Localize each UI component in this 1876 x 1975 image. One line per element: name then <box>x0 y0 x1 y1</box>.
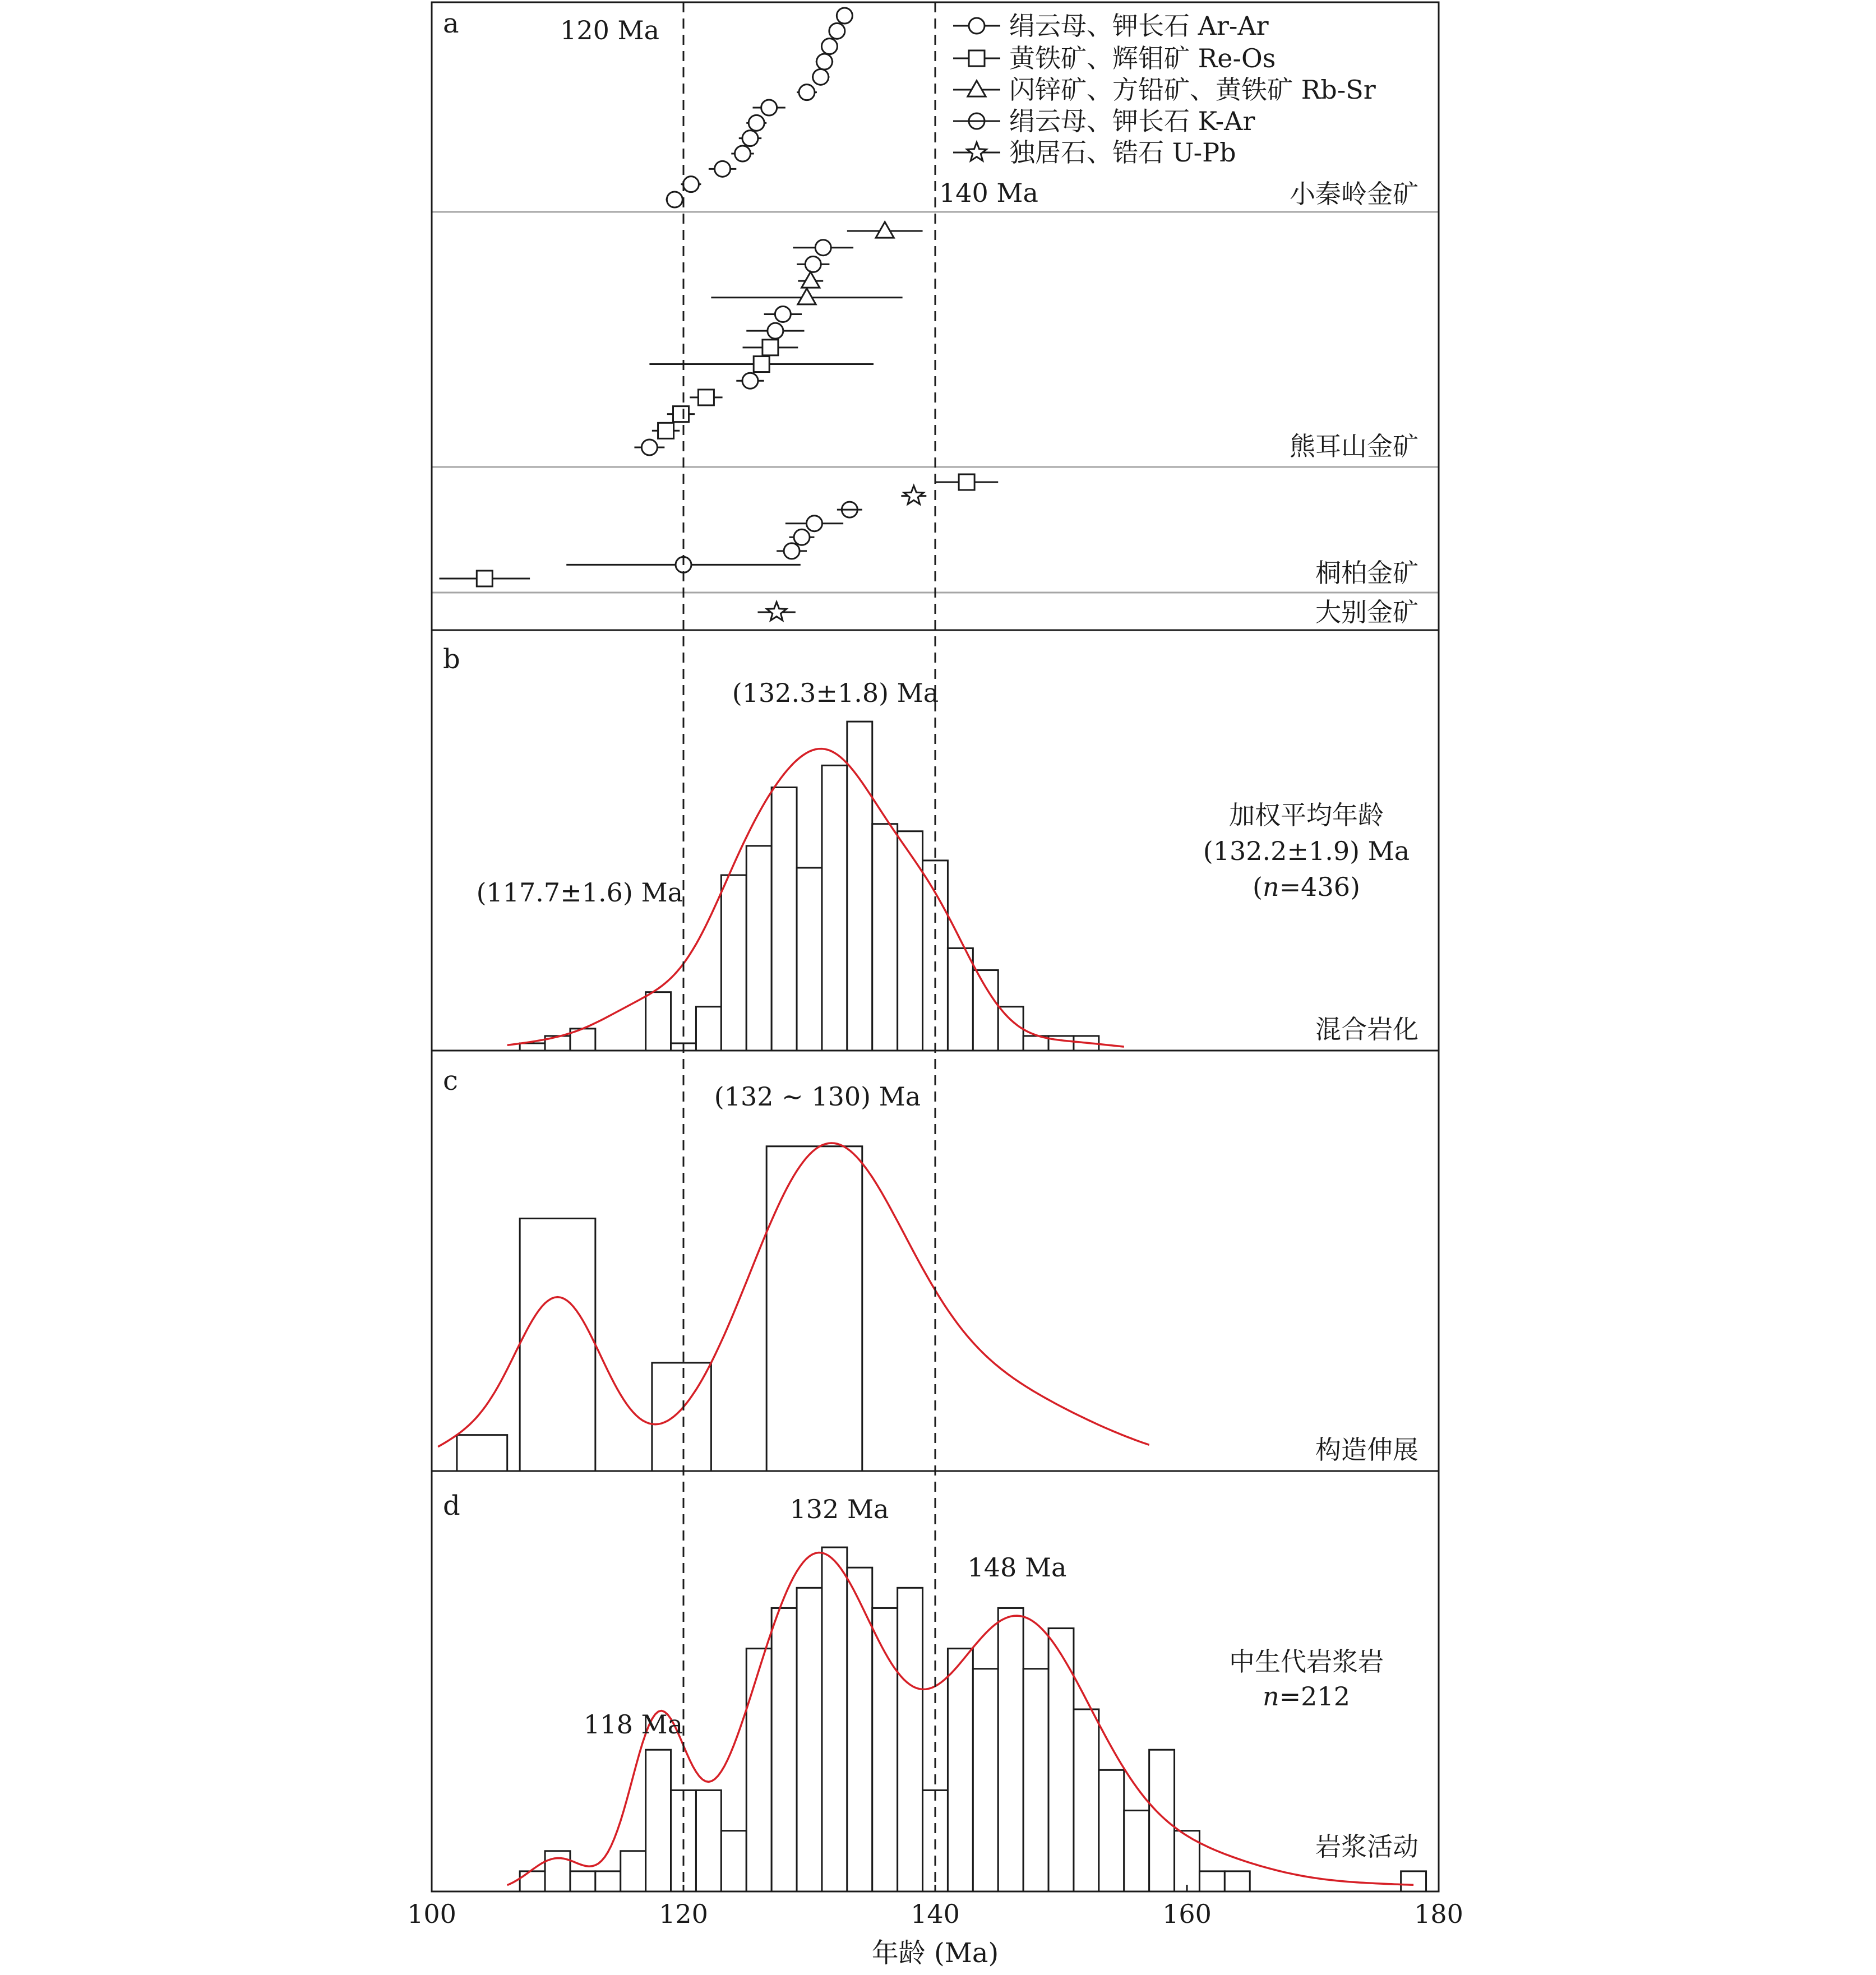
panel-c-category: 构造伸展 <box>1315 1435 1418 1465</box>
panel-d-bar-11 <box>797 1588 822 1891</box>
legend-marker-2 <box>968 81 986 96</box>
panel-b-bar-8 <box>721 875 746 1051</box>
panel-c-label: c <box>443 1065 458 1097</box>
x-tick-label-100: 100 <box>407 1899 456 1929</box>
data-point-0-8-marker <box>742 131 758 146</box>
panel-d-n-symbol: n <box>1263 1681 1279 1712</box>
data-point-2-3-marker <box>806 516 822 531</box>
panel-b-bar-11 <box>797 868 822 1051</box>
legend <box>953 11 1376 168</box>
x-tick-label-180: 180 <box>1414 1899 1463 1929</box>
data-point-1-9-marker <box>742 373 758 388</box>
panel-d-bar-28 <box>1225 1871 1250 1891</box>
legend-label-k-ar: 绢云母、钾长石 K-Ar <box>1009 106 1255 136</box>
group-label-dabie: 大别金矿 <box>1315 597 1418 627</box>
data-point-2-1-marker <box>904 485 924 504</box>
data-point-0-3-marker <box>816 54 832 70</box>
data-point-1-3-marker <box>802 272 820 288</box>
panel-d-category: 岩浆活动 <box>1315 1831 1418 1862</box>
panel-d-sample-count <box>1263 1681 1350 1712</box>
panel-d-bar-15 <box>898 1588 923 1891</box>
reference-label-140: 140 Ma <box>939 178 1038 208</box>
panel-b-bar-5 <box>646 992 671 1051</box>
panel-d-bar-25 <box>1149 1750 1175 1891</box>
group-label-xiaoqinling: 小秦岭金矿 <box>1290 179 1418 209</box>
data-point-0-0-marker <box>837 8 852 24</box>
panel-d-bar-13 <box>847 1567 872 1891</box>
panel-b-bar-10 <box>771 788 797 1051</box>
panel-a-label: a <box>443 8 459 39</box>
panel-d-bar-9 <box>746 1649 771 1891</box>
panel-d-bar-10 <box>771 1608 797 1891</box>
data-point-0-6-marker <box>761 100 777 115</box>
panel-d-bar-17 <box>948 1649 973 1891</box>
data-point-0-4-marker <box>813 69 829 85</box>
legend-label-re-os: 黄铁矿、辉钼矿 Re-Os <box>1009 43 1276 73</box>
panel-d-bar-19 <box>998 1608 1023 1891</box>
data-point-0-5-marker <box>799 85 815 100</box>
panel-b-bar-13 <box>847 721 872 1051</box>
panel-b-bar-0 <box>520 1043 545 1051</box>
panel-d-annotation-title: 中生代岩浆岩 <box>1229 1646 1384 1677</box>
data-point-1-7-marker <box>763 340 778 355</box>
legend-marker-0 <box>969 18 985 34</box>
panel-b-bar-9 <box>746 846 771 1051</box>
data-point-3-0-marker <box>767 602 787 621</box>
panel-b-peak-label-main: (132.3±1.8) Ma <box>732 678 939 708</box>
panel-d-n-value: =212 <box>1279 1681 1350 1712</box>
x-tick-label-160: 160 <box>1162 1899 1212 1929</box>
data-point-1-0-marker <box>876 222 894 238</box>
reference-label-120: 120 Ma <box>560 15 659 45</box>
data-point-0-7-marker <box>748 115 764 131</box>
panel-d-bar-8 <box>721 1831 746 1891</box>
panel-d-bar-24 <box>1124 1811 1149 1891</box>
legend-label-rb-sr: 闪锌矿、方铅矿、黄铁矿 Rb-Sr <box>1009 75 1376 105</box>
data-point-1-5-marker <box>775 306 791 322</box>
panel-d-bar-1 <box>545 1851 570 1891</box>
panel-d-bar-2 <box>570 1871 595 1891</box>
data-point-0-2-marker <box>821 39 837 54</box>
panel-d-bar-5 <box>646 1750 671 1891</box>
panel-d-bar-12 <box>822 1547 847 1891</box>
panel-d-peak-label-118: 118 Ma <box>584 1709 683 1740</box>
panel-d-bar-20 <box>1023 1669 1048 1891</box>
panel-b-bar-17 <box>948 948 973 1051</box>
panel-c-bar-3 <box>766 1146 862 1471</box>
panel-d-peak-label-132: 132 Ma <box>789 1494 889 1524</box>
panel-b-n-symbol: n <box>1263 872 1279 902</box>
data-point-2-0-marker <box>959 474 974 490</box>
panel-d-bar-3 <box>595 1871 621 1891</box>
legend-marker-4 <box>967 142 987 161</box>
panel-b-bar-15 <box>898 831 923 1051</box>
panel-b-label: b <box>443 644 460 675</box>
data-point-1-12-marker <box>658 423 674 438</box>
panel-d-bar-23 <box>1099 1770 1124 1891</box>
panel-b-annotation-title: 加权平均年龄 <box>1229 800 1384 830</box>
data-point-1-1-marker <box>815 240 831 256</box>
panel-b-bar-18 <box>973 970 998 1051</box>
data-point-2-4-marker <box>794 529 810 545</box>
data-point-0-10-marker <box>715 161 731 177</box>
panel-d-bar-4 <box>621 1851 646 1891</box>
x-tick-label-140: 140 <box>911 1899 960 1929</box>
data-point-0-1-marker <box>829 23 845 39</box>
data-point-0-11-marker <box>683 177 699 192</box>
data-point-1-6-marker <box>768 323 783 339</box>
panel-b-bar-12 <box>822 765 847 1051</box>
data-point-1-10-marker <box>698 390 714 405</box>
panel-d-bar-0 <box>520 1871 545 1891</box>
data-point-1-2-marker <box>805 256 821 272</box>
data-point-0-9-marker <box>735 146 751 161</box>
legend-label-ar-ar: 绢云母、钾长石 Ar-Ar <box>1009 11 1269 41</box>
data-point-1-13-marker <box>641 440 657 455</box>
data-point-0-12-marker <box>667 192 682 207</box>
panel-b-sample-count: (n=436) <box>1253 872 1360 902</box>
data-point-1-11-marker <box>673 406 689 422</box>
panel-b-n-value: =436 <box>1279 872 1350 902</box>
x-axis-label: 年龄 (Ma) <box>871 1937 999 1969</box>
panel-b-bar-14 <box>872 824 898 1051</box>
panel-d-label: d <box>443 1490 460 1521</box>
panel-d-bar-18 <box>973 1669 998 1891</box>
data-point-1-4-marker <box>798 289 816 304</box>
data-point-2-7-marker <box>477 571 492 586</box>
panel-c-bar-1 <box>520 1219 595 1471</box>
group-label-xiongershan: 熊耳山金矿 <box>1290 431 1418 461</box>
data-point-2-5-marker <box>784 543 800 559</box>
panel-b-category: 混合岩化 <box>1315 1014 1418 1044</box>
panel-b-bar-7 <box>696 1007 721 1051</box>
group-label-tongbai: 桐柏金矿 <box>1315 558 1418 588</box>
legend-marker-1 <box>969 50 985 66</box>
panel-c-histogram <box>457 1146 862 1471</box>
panel-d-bar-29 <box>1401 1871 1426 1891</box>
legend-label-u-pb: 独居石、锆石 U-Pb <box>1009 137 1236 168</box>
panel-d-bar-7 <box>696 1790 721 1891</box>
data-point-1-8-marker <box>754 357 769 372</box>
x-tick-label-120: 120 <box>659 1899 708 1929</box>
panel-b-peak-label-secondary: (117.7±1.6) Ma <box>476 877 683 908</box>
panel-d-bar-27 <box>1199 1871 1225 1891</box>
panel-b-bar-19 <box>998 1007 1023 1051</box>
panel-d-peak-label-148: 148 Ma <box>967 1552 1067 1583</box>
panel-a-data-points <box>439 8 998 621</box>
panel-c-bar-0 <box>457 1435 507 1471</box>
panel-d-bar-22 <box>1074 1709 1099 1891</box>
panel-c-peak-label: (132 ~ 130) Ma <box>714 1081 921 1112</box>
panel-b-annotation-age: (132.2±1.9) Ma <box>1203 836 1410 866</box>
